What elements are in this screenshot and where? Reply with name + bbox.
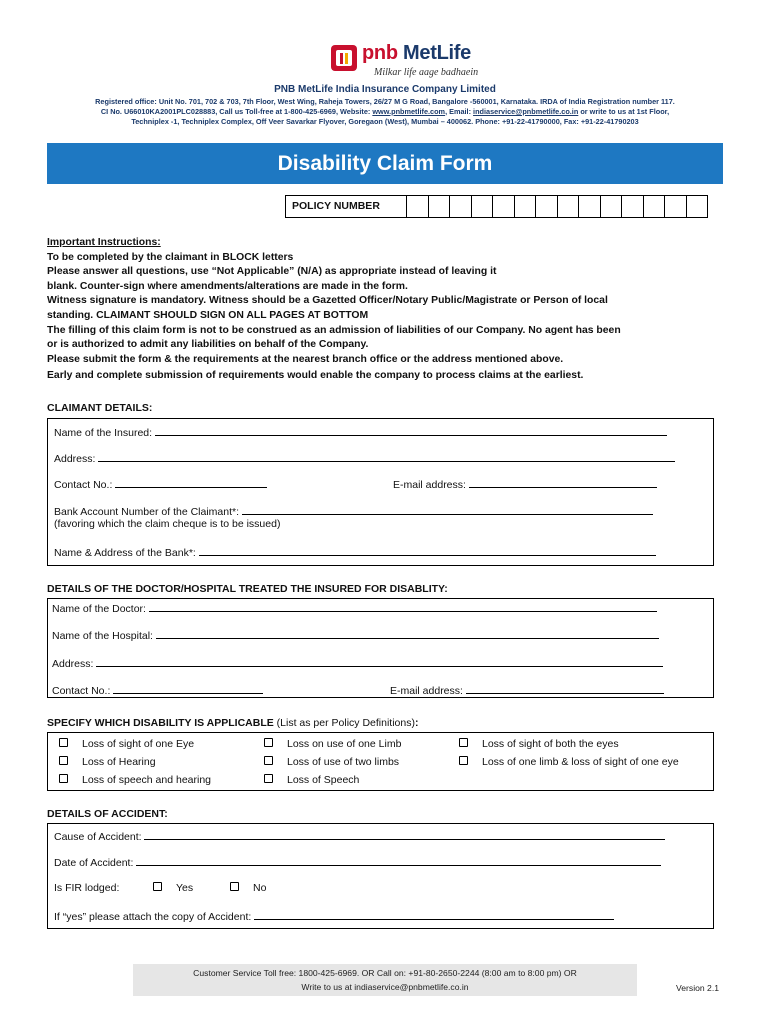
fir-attach-input[interactable] [254,909,614,920]
hospital-name-label: Name of the Hospital: [52,630,153,642]
accident-cause-label: Cause of Accident: [54,831,142,843]
policy-digit-box[interactable] [558,196,580,217]
version-label: Version 2.1 [676,983,719,993]
policy-digit-box[interactable] [665,196,687,217]
claimant-address-field [54,451,675,465]
accident-date-input[interactable] [136,855,661,866]
disability-option[interactable]: Loss of one limb & loss of sight of one eye [459,756,679,768]
disability-option[interactable]: Loss of sight of one Eye [59,738,194,750]
checkbox-icon[interactable] [264,756,273,765]
policy-digit-box[interactable] [622,196,644,217]
claimant-contact-input[interactable] [115,477,267,488]
fir-no-option[interactable]: No [230,882,266,894]
doctor-name-field [52,601,657,615]
bank-account-label: Bank Account Number of the Claimant*: [54,506,240,518]
fir-attach-label: If “yes” please attach the copy of Accident: [54,911,252,923]
checkbox-icon[interactable] [153,882,162,891]
fir-lodged-label: Is FIR lodged: [54,882,120,894]
accident-date-label: Date of Accident: [54,857,134,869]
doctor-name-input[interactable] [149,601,657,612]
disability-option[interactable]: Loss of Hearing [59,756,156,768]
website-link[interactable]: www.pnbmetlife.com [372,107,446,116]
accident-details-title: DETAILS OF ACCIDENT: [47,808,168,820]
doctor-details-box [47,598,714,698]
accident-cause-field [54,829,665,843]
disability-options-box [47,732,714,791]
customer-service-footer [133,964,637,996]
instruction-line: standing. CLAIMANT SHOULD SIGN ON ALL PAGES AT BOTTOM [47,309,369,321]
disability-title: SPECIFY WHICH DISABILITY IS APPLICABLE (List as per Policy Definitions): [47,717,419,729]
instruction-line: Please answer all questions, use “Not Applicable” (N/A) as appropriate instead of leaving it [47,266,497,278]
instruction-line: Early and complete submission of requirements would enable the company to process claims at the earliest. [47,370,584,382]
mumbai-address-line: Techniplex -1, Techniplex Complex, Off Veer Savarkar Flyover, Goregaon (West), Mumbai – 400062. Phone: +91-22-41790000, Fax: +91-22-41790203 [131,117,639,126]
important-instructions [47,236,727,384]
registered-office-line: Registered office: Unit No. 701, 702 & 703, 7th Floor, West Wing, Raheja Towers, 26/27 M G Road, Bangalore -560001, Karnataka. IRDA of India Registration number 117. [95,97,675,106]
checkbox-icon[interactable] [59,756,68,765]
hospital-contact-input[interactable] [113,683,263,694]
accident-cause-input[interactable] [144,829,665,840]
policy-digit-box[interactable] [407,196,429,217]
policy-digit-box[interactable] [644,196,666,217]
policy-digit-box[interactable] [515,196,537,217]
claimant-address-input[interactable] [98,451,675,462]
bank-name-label: Name & Address of the Bank*: [54,547,196,559]
instruction-line: Please submit the form & the requirements at the nearest branch office or the address mentioned above. [47,353,564,365]
policy-digit-box[interactable] [579,196,601,217]
checkbox-icon[interactable] [459,738,468,747]
claimant-address-label: Address: [54,453,96,465]
accident-date-field [54,855,661,869]
hospital-address-field [52,656,663,670]
hospital-contact-label: Contact No.: [52,685,111,697]
bank-account-field [54,504,653,518]
checkbox-icon[interactable] [459,756,468,765]
claimant-contact-label: Contact No.: [54,479,113,491]
doctor-details-title: DETAILS OF THE DOCTOR/HOSPITAL TREATED THE INSURED FOR DISABLITY: [47,583,448,595]
checkbox-icon[interactable] [230,882,239,891]
insured-name-field [54,425,667,439]
bank-account-input[interactable] [242,504,653,515]
pnb-logo-icon [330,44,358,72]
claimant-details-box [47,418,714,566]
footer-line: Write to us at indiaservice@pnbmetlife.co.in [301,982,469,992]
policy-number-field [285,195,708,218]
instruction-line: or is authorized to admit any liabilities on behalf of the Company. [47,339,369,351]
claimant-details-title: CLAIMANT DETAILS: [47,402,153,414]
hospital-email-input[interactable] [466,683,664,694]
disability-option[interactable]: Loss of sight of both the eyes [459,738,619,750]
disability-option[interactable]: Loss of Speech [264,774,359,786]
policy-number-label: POLICY NUMBER [286,196,407,217]
hospital-email-label: E-mail address: [390,685,463,697]
fir-attach-field [54,909,614,923]
fir-yes-option[interactable]: Yes [153,882,193,894]
hospital-name-input[interactable] [156,628,659,639]
disability-option[interactable]: Loss of use of two limbs [264,756,399,768]
logo-wordmark: pnb MetLife [362,42,471,64]
policy-digit-box[interactable] [450,196,472,217]
company-logo [318,40,478,80]
instruction-line: The filling of this claim form is not to be construed as an admission of liabilities of our Company. No agent has been [47,324,621,336]
checkbox-icon[interactable] [59,738,68,747]
doctor-name-label: Name of the Doctor: [52,603,146,615]
claimant-email-label: E-mail address: [393,479,466,491]
footer-line: Customer Service Toll free: 1800-425-6969. OR Call on: +91-80-2650-2244 (8:00 am to 8:00 pm) OR [193,968,577,978]
bank-name-input[interactable] [199,545,656,556]
email-link[interactable]: indiaservice@pnbmetlife.co.in [473,107,579,116]
checkbox-icon[interactable] [264,774,273,783]
policy-digit-box[interactable] [536,196,558,217]
hospital-address-label: Address: [52,658,94,670]
form-title: Disability Claim Form [47,143,723,184]
policy-digit-box[interactable] [472,196,494,217]
instruction-line: To be completed by the claimant in BLOCK letters [47,251,294,263]
bank-account-note: (favoring which the claim cheque is to be issued) [54,518,281,530]
policy-digit-box[interactable] [429,196,451,217]
claimant-email-field [393,477,657,491]
logo-tagline: Milkar life aage badhaein [374,67,479,78]
hospital-address-input[interactable] [96,656,663,667]
policy-digit-box[interactable] [601,196,623,217]
instruction-line: Witness signature is mandatory. Witness should be a Gazetted Officer/Notary Public/Magistrate or Person of local [47,295,608,307]
hospital-email-field [390,683,664,697]
insured-name-label: Name of the Insured: [54,427,153,439]
insured-name-input[interactable] [155,425,667,436]
hospital-name-field [52,628,659,642]
claimant-contact-field [54,477,267,491]
policy-digit-box[interactable] [687,196,708,217]
checkbox-icon[interactable] [59,774,68,783]
bank-name-field [54,545,656,559]
instructions-heading: Important Instructions: [47,237,161,248]
company-name: PNB MetLife India Insurance Company Limited [274,84,496,95]
disability-option[interactable]: Loss of speech and hearing [59,774,211,786]
accident-details-box [47,823,714,929]
hospital-contact-field [52,683,263,697]
policy-digit-box[interactable] [493,196,515,217]
contact-info-line: CI No. U66010KA2001PLC028883, Call us Toll-free at 1-800-425-6969, Website: www.pnbmetlife.com, Email: indiaservice@pnbmetlife.co.in or write to us at 1st Floor, [100,107,670,116]
disability-option[interactable]: Loss on use of one Limb [264,738,401,750]
checkbox-icon[interactable] [264,738,273,747]
claimant-email-input[interactable] [469,477,657,488]
instruction-line: blank. Counter-sign where amendments/alterations are made in the form. [47,280,408,292]
